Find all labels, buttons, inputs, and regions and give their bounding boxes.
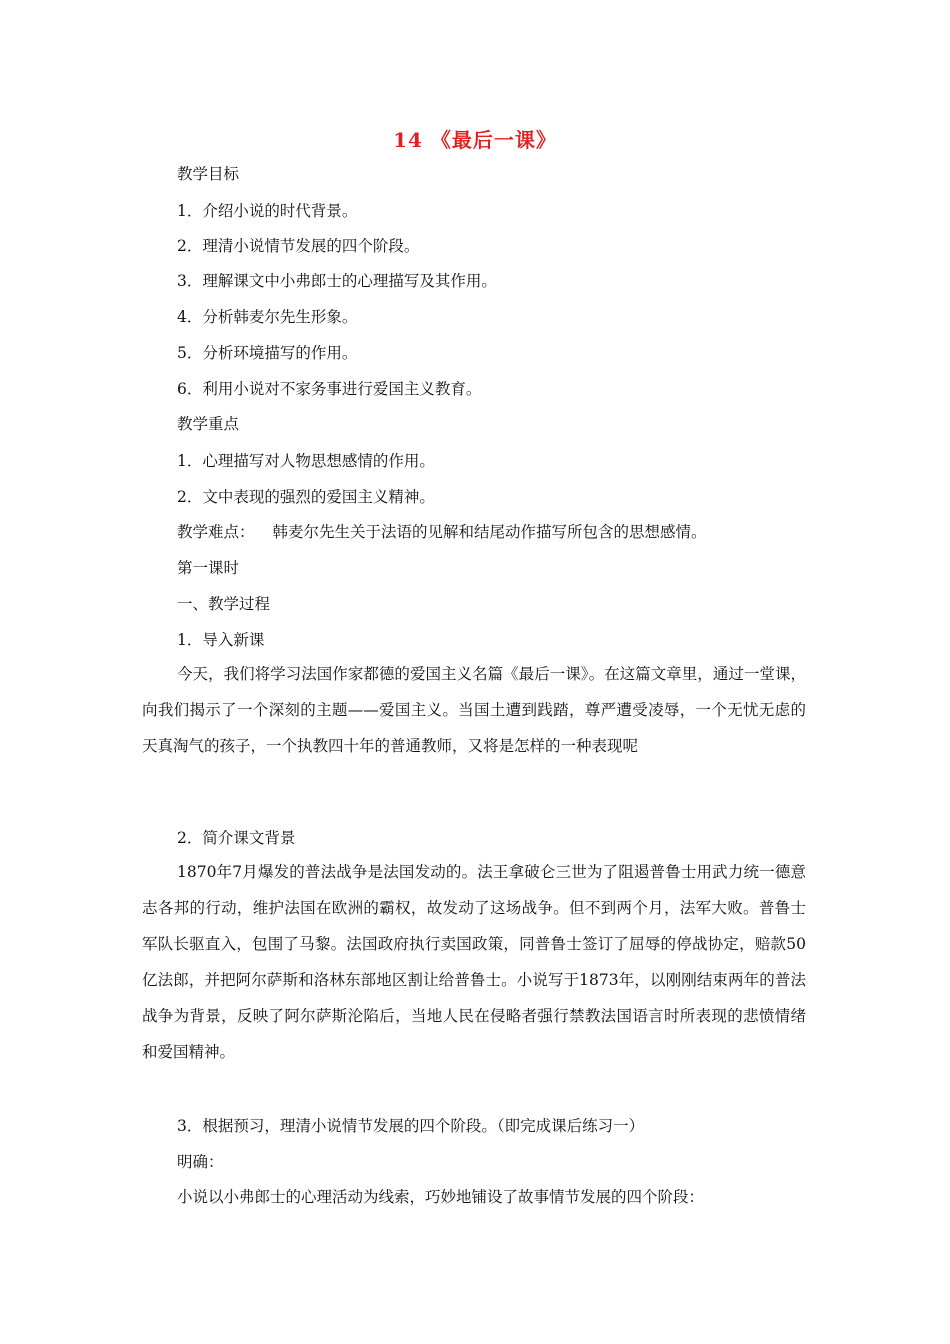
step1-paragraph: 今天，我们将学习法国作家都德的爱国主义名篇《最后一课》。在这篇文章里，通过一堂课，向我们揭示了一个深刻的主题——爱国主义。当国土遭到践踏，尊严遭受凌辱，一个无忧无虑的天真淘气的孩子，一个执教四十年的普通教师，又将是怎样的一种表现呢: [142, 665, 806, 755]
difficulty-label: 教学难点：: [177, 523, 255, 541]
step3-heading: 3．根据预习，理清小说情节发展的四个阶段。（即完成课后练习一）: [177, 1117, 645, 1135]
clarify-label: 明确：: [177, 1153, 224, 1171]
session-label: 第一课时: [177, 559, 240, 577]
objective-item: 4．分析韩麦尔先生形象。: [177, 308, 358, 326]
key-points-heading: 教学重点: [177, 415, 240, 433]
objective-item: 6．利用小说对不家务事进行爱国主义教育。: [177, 380, 482, 398]
step3-paragraph: 小说以小弗郎士的心理活动为线索，巧妙地铺设了故事情节发展的四个阶段：: [177, 1188, 705, 1206]
process-heading: 一、教学过程: [177, 595, 271, 613]
difficulty-text: 韩麦尔先生关于法语的见解和结尾动作描写所包含的思想感情。: [272, 523, 707, 541]
difficulty-line: [177, 522, 707, 542]
objectives-heading: 教学目标: [177, 165, 240, 183]
key-point-item: 1．心理描写对人物思想感情的作用。: [177, 452, 435, 470]
step2-heading: 2．简介课文背景: [177, 829, 296, 847]
objective-item: 3．理解课文中小弗郎士的心理描写及其作用。: [177, 272, 497, 290]
step1-heading: 1．导入新课: [177, 631, 265, 649]
page-title: 14 《最后一课》: [393, 128, 557, 152]
step2-paragraph: 1870年7月爆发的普法战争是法国发动的。法王拿破仑三世为了阻遏普鲁士用武力统一德意志各邦的行动，维护法国在欧洲的霸权，故发动了这场战争。但不到两个月，法军大败。普鲁士军队长驱直入，包围了马黎。法国政府执行卖国政策，同普鲁士签订了屈辱的停战协定，赔款50亿法郎，并把阿尔萨斯和洛林东部地区割让给普鲁士。小说写于1873年，以刚刚结束两年的普法战争为背景，反映了阿尔萨斯沦陷后，当地人民在侵略者强行禁教法国语言时所表现的悲愤情绪和爱国精神。: [142, 863, 806, 1061]
objective-item: 2．理清小说情节发展的四个阶段。: [177, 237, 420, 255]
objective-item: 5．分析环境描写的作用。: [177, 344, 358, 362]
key-point-item: 2．文中表现的强烈的爱国主义精神。: [177, 488, 435, 506]
objective-item: 1．介绍小说的时代背景。: [177, 202, 358, 220]
